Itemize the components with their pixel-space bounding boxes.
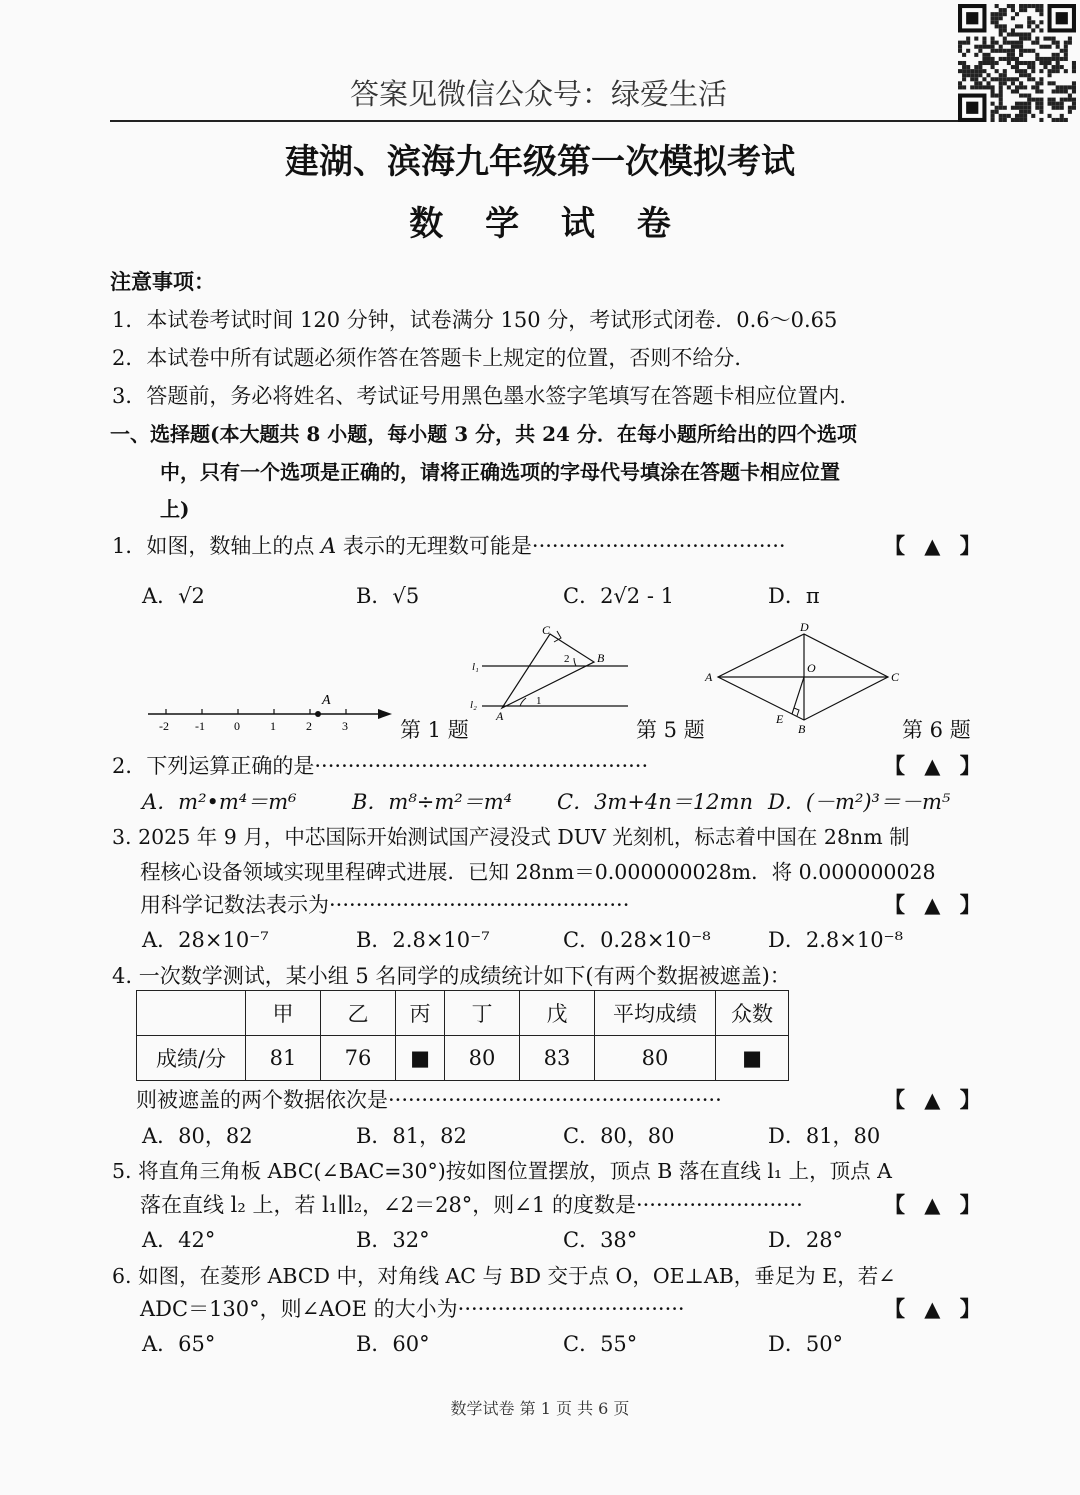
question-6-line: ADC＝130°，则∠AOE 的大小为·································· xyxy=(140,1297,685,1321)
svg-text:B: B xyxy=(798,722,806,736)
tick-label: -1 xyxy=(195,719,205,733)
question-3-line: 程核心设备领域实现里程碑式进展．已知 28nm＝0.000000028m．将 0.000000028 xyxy=(140,860,936,884)
q5-option-d: D．28° xyxy=(768,1228,844,1252)
answer-mark: 【 ▲ 】 xyxy=(884,1296,987,1321)
note-item: 2．本试卷中所有试题必须作答在答题卡上规定的位置，否则不给分． xyxy=(112,346,756,370)
q6-option-c: C．55° xyxy=(563,1332,638,1356)
q4-option-c: C．80，80 xyxy=(563,1124,675,1148)
svg-text:1: 1 xyxy=(536,695,542,707)
tick-label: 3 xyxy=(342,719,348,733)
notes-heading: 注意事项： xyxy=(110,269,215,294)
q3-option-a: A．28×10⁻⁷ xyxy=(142,928,269,952)
figure-5-label: 第 5 题 xyxy=(636,718,705,742)
q6-option-a: A．65° xyxy=(142,1332,216,1356)
svg-text:A: A xyxy=(496,709,504,723)
q3-option-d: D．2.8×10⁻⁸ xyxy=(768,928,904,952)
question-3-line: 用科学记数法表示为············································· xyxy=(140,893,630,917)
q4-option-a: A．80，82 xyxy=(142,1124,253,1148)
table-row: 成绩/分 81 76 ■ 80 83 80 ■ xyxy=(137,1036,789,1081)
number-line-figure xyxy=(140,688,400,738)
note-item: 3．答题前，务必将姓名、考试证号用黑色墨水签字笔填写在答题卡相应位置内． xyxy=(112,384,861,408)
page-footer: 数学试卷 第 1 页 共 6 页 xyxy=(450,1399,630,1418)
svg-text:C: C xyxy=(542,623,551,637)
q5-option-b: B．32° xyxy=(356,1228,430,1252)
header-rule xyxy=(110,120,958,122)
q6-option-d: D．50° xyxy=(768,1332,844,1356)
q1-option-b: B．√5 xyxy=(356,584,420,608)
section-heading-cont: 中，只有一个选项是正确的，请将正确选项的字母代号填涂在答题卡相应位置 xyxy=(160,460,840,484)
tick-label: 2 xyxy=(306,719,312,733)
qr-code-icon xyxy=(958,4,1076,122)
q1-option-a: A．√2 xyxy=(142,584,205,608)
header-notice: 答案见微信公众号：绿爱生活 xyxy=(350,77,728,111)
q4-option-b: B．81，82 xyxy=(356,1124,467,1148)
exam-title: 建湖、滨海九年级第一次模拟考试 xyxy=(285,142,795,182)
svg-text:D: D xyxy=(800,620,809,634)
answer-mark: 【 ▲ 】 xyxy=(884,1192,987,1217)
table-header-row: 甲 乙 丙 丁 戊 平均成绩 众数 xyxy=(137,991,789,1036)
tick-label: 1 xyxy=(270,719,276,733)
q4-option-d: D．81，80 xyxy=(768,1124,881,1148)
tick-label: -2 xyxy=(159,719,169,733)
q1-option-d: D．π xyxy=(768,584,820,608)
question-3-line: 3. 2025 年 9 月，中芯国际开始测试国产浸没式 DUV 光刻机，标志着中国在 28nm 制 xyxy=(112,825,910,849)
subject-title: 数 学 试 卷 xyxy=(409,204,671,244)
point-a xyxy=(315,711,321,717)
answer-mark: 【 ▲ 】 xyxy=(884,533,987,558)
svg-text:C: C xyxy=(891,670,900,684)
section-heading-cont: 上) xyxy=(160,497,190,521)
answer-mark: 【 ▲ 】 xyxy=(884,1087,987,1112)
q3-option-c: C．0.28×10⁻⁸ xyxy=(563,928,711,952)
section-heading: 一、选择题(本大题共 8 小题，每小题 3 分，共 24 分．在每小题所给出的四个选项 xyxy=(110,422,857,446)
q2-option-b: B．m⁸÷m²＝m⁴ xyxy=(352,790,513,814)
score-table xyxy=(136,990,789,1081)
rhombus-figure xyxy=(700,620,910,738)
q3-option-b: B．2.8×10⁻⁷ xyxy=(356,928,490,952)
question-6-line: 6. 如图，在菱形 ABCD 中，对角线 AC 与 BD 交于点 O，OE⊥AB，垂足为 E，若∠ xyxy=(112,1264,896,1288)
question-4-follow: 则被遮盖的两个数据依次是·················································· xyxy=(136,1088,722,1112)
svg-text:2: 2 xyxy=(564,653,570,665)
q2-option-a: A．m²•m⁴＝m⁶ xyxy=(142,790,297,814)
tick-label: 0 xyxy=(234,719,240,733)
note-item: 1．本试卷考试时间 120 分钟，试卷满分 150 分，考试形式闭卷．0.6～0.65 xyxy=(112,308,838,332)
question-4-stem: 4. 一次数学测试，某小组 5 名同学的成绩统计如下(有两个数据被遮盖)： xyxy=(112,964,791,988)
q2-option-d: D．(－m²)³＝－m⁵ xyxy=(768,790,951,814)
figure-1-label: 第 1 题 xyxy=(400,718,469,742)
svg-text:l₂: l₂ xyxy=(470,699,477,711)
q2-option-c: C．3m+4n＝12mn xyxy=(557,790,753,814)
triangle-figure xyxy=(468,620,638,730)
arrow-icon xyxy=(378,709,392,719)
svg-text:O: O xyxy=(807,661,816,675)
question-2-stem: 2．下列运算正确的是·················································· xyxy=(112,754,649,778)
question-1-stem: 1．如图，数轴上的点 A 表示的无理数可能是······································ xyxy=(112,534,786,558)
question-5-line: 落在直线 l₂ 上，若 l₁∥l₂，∠2＝28°，则∠1 的度数是························· xyxy=(140,1193,803,1217)
q6-option-b: B．60° xyxy=(356,1332,430,1356)
svg-text:E: E xyxy=(776,712,784,726)
svg-text:A: A xyxy=(705,670,713,684)
point-a-label: A xyxy=(322,693,331,708)
question-5-line: 5. 将直角三角板 ABC(∠BAC=30°)按如图位置摆放，顶点 B 落在直线 l₁ 上，顶点 A xyxy=(112,1159,892,1183)
svg-text:l₁: l₁ xyxy=(472,661,479,673)
answer-mark: 【 ▲ 】 xyxy=(884,892,987,917)
q5-option-a: A．42° xyxy=(142,1228,216,1252)
answer-mark: 【 ▲ 】 xyxy=(884,753,987,778)
figure-6-label: 第 6 题 xyxy=(902,718,971,742)
svg-text:B: B xyxy=(597,651,605,665)
q1-option-c: C．2√2 - 1 xyxy=(563,584,674,608)
q5-option-c: C．38° xyxy=(563,1228,638,1252)
